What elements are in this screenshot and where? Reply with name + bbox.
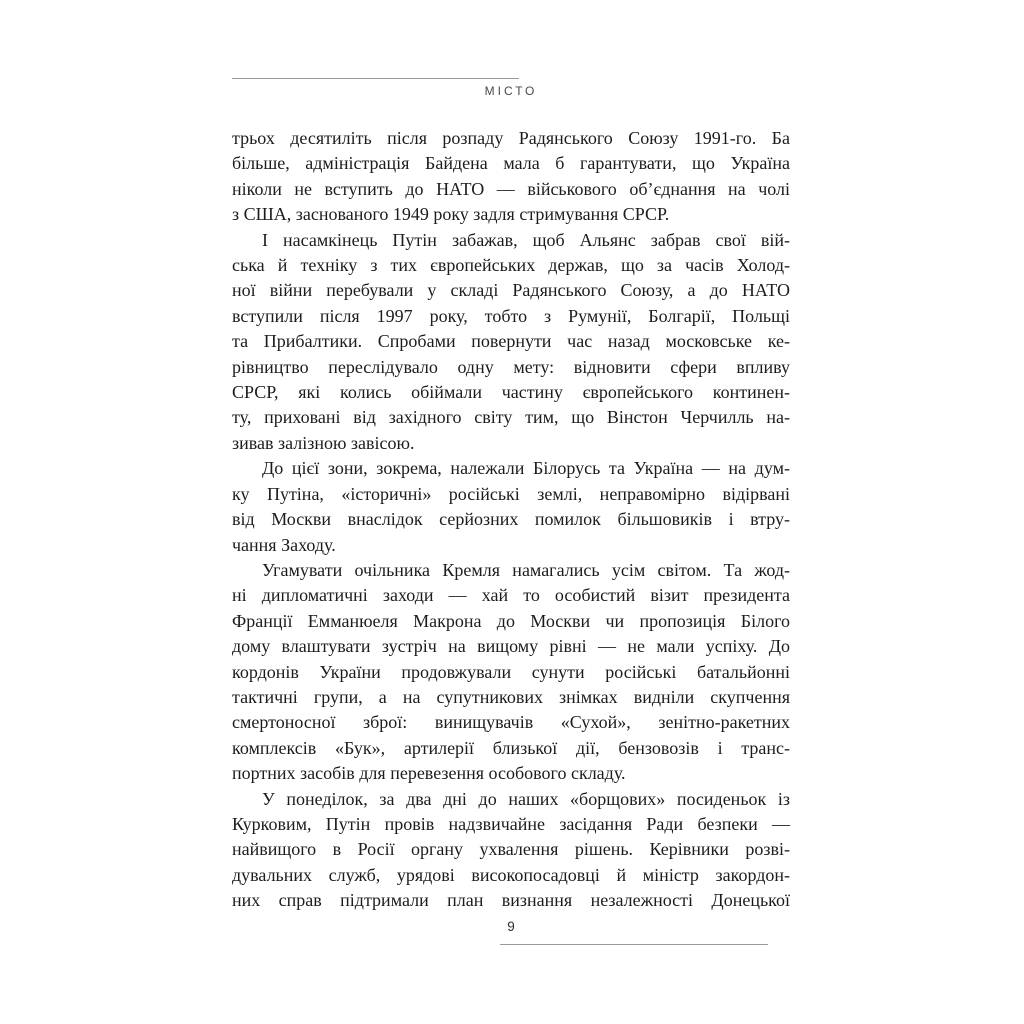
text-line: Франції Емманюеля Макрона до Москви чи пропозиція Білого — [232, 610, 790, 631]
paragraph — [232, 456, 790, 558]
text-line: До цієї зони, зокрема, належали Білорусь та Україна — на дум- — [262, 458, 790, 479]
paragraph — [232, 558, 790, 787]
text-line: дому влаштувати зустріч на вищому рівні — не мали успіху. До — [232, 636, 790, 657]
header-rule — [232, 78, 519, 79]
paragraph — [232, 228, 790, 457]
text-line: них справ підтримали план визнання незалежності Донецької — [232, 890, 790, 911]
text-line: з США, заснованого 1949 року задля стримування СРСР. — [232, 204, 670, 225]
text-line: комплексів «Бук», артилерії близької дії, бензовозів і транс- — [232, 737, 790, 758]
text-line: ніколи не вступить до НАТО — військового об’єднання на чолі — [232, 178, 790, 199]
text-line: ної війни перебували у складі Радянського Союзу, а до НАТО — [232, 280, 790, 301]
paragraph — [232, 126, 790, 228]
text-line: смертоносної зброї: винищувачів «Сухой», зенітно-ракетних — [232, 712, 790, 733]
text-line: зивав залізною завісою. — [232, 432, 415, 453]
text-line: більше, адміністрація Байдена мала б гарантувати, що Україна — [232, 153, 790, 174]
footer-rule — [500, 944, 768, 945]
text-line: Угамувати очільника Кремля намагались усім світом. Та жод- — [262, 559, 790, 580]
text-line: від Москви внаслідок серйозних помилок більшовиків і втру- — [232, 509, 790, 530]
text-line: ні дипломатичні заходи — хай то особистий візит президента — [232, 585, 790, 606]
text-line: дувальних служб, урядові високопосадовці й міністр закордон- — [232, 864, 790, 885]
running-title: МІСТО — [484, 84, 538, 98]
text-line: чання Заходу. — [232, 534, 336, 555]
text-line: У понеділок, за два дні до наших «борщових» посиденьок із — [262, 788, 790, 809]
text-line: кордонів України продовжували сунути російські батальйонні — [232, 661, 790, 682]
text-line: тактичні групи, а на супутникових знімках видніли скупчення — [232, 686, 790, 707]
text-line: І насамкінець Путін забажав, щоб Альянс забрав свої вій- — [262, 229, 790, 250]
text-line: та Прибалтики. Спробами повернути час назад московське ке- — [232, 331, 790, 352]
text-line: портних засобів для перевезення особового складу. — [232, 763, 626, 784]
text-line: вступили після 1997 року, тобто з Румунії, Болгарії, Польщі — [232, 305, 790, 326]
text-line: СРСР, які колись обіймали частину європейського континен- — [232, 382, 790, 403]
body-text — [232, 126, 790, 914]
text-line: трьох десятиліть після розпаду Радянського Союзу 1991-го. Ба — [232, 128, 790, 148]
text-line: найвищого в Росії органу ухвалення рішень. Керівники розві- — [232, 839, 790, 860]
text-line: ська й техніку з тих європейських держав, що за часів Холод- — [232, 255, 790, 276]
text-line: рівництво переслідувало одну мету: відновити сфери впливу — [232, 356, 790, 377]
page-number: 9 — [507, 919, 515, 934]
paragraph — [232, 787, 790, 914]
text-block — [232, 0, 790, 1024]
text-line: ту, приховані від західного світу тим, що Вінстон Черчилль на- — [232, 407, 790, 428]
text-line: Курковим, Путін провів надзвичайне засідання Ради безпеки — — [232, 813, 790, 834]
text-line: ку Путіна, «історичні» російські землі, неправомірно відірвані — [232, 483, 790, 504]
